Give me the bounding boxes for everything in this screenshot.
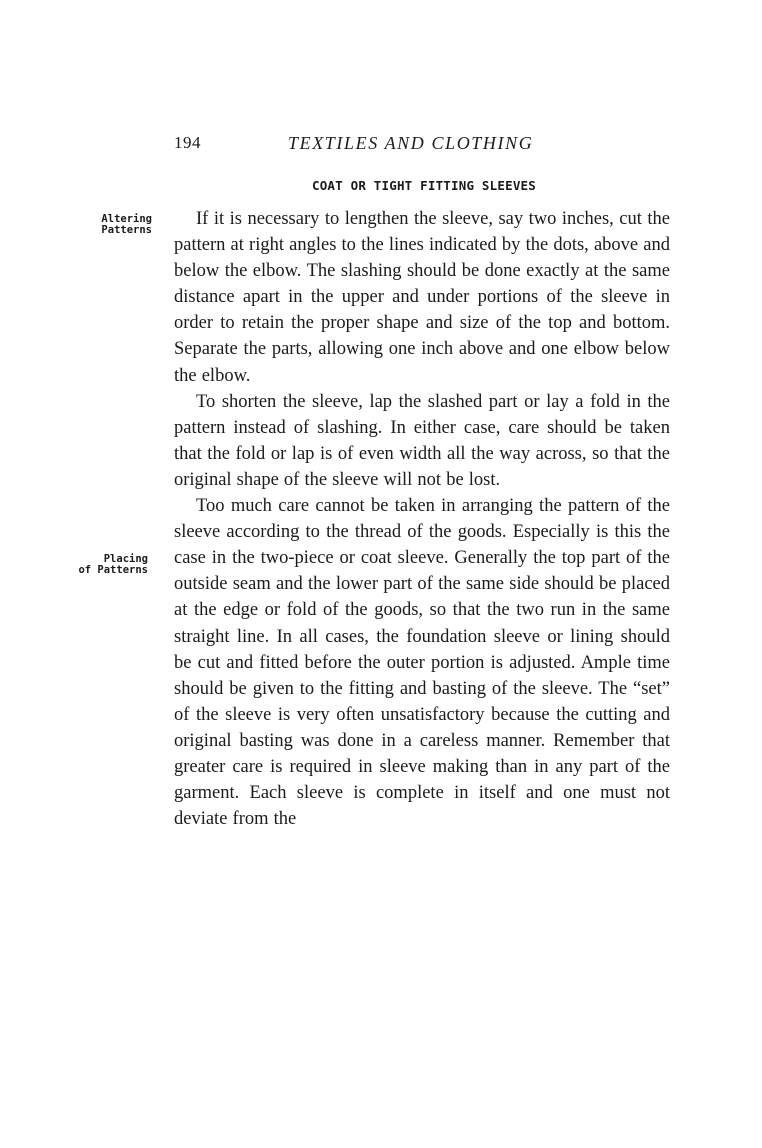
margin-note-line: of Patterns — [78, 564, 148, 576]
paragraph-placing-pattern: Too much care cannot be taken in arranging the pattern of the sleeve according to the thread of the goods. Especially is this the case in the two-piece or coat sleeve. Generally the top part of the outside seam and the lower part of the same side should be placed at the edge or fold of the goods, so that the two run in the same straight line. In all cases, the foundation sleeve or lining should be cut and fitted before the outer portion is adjusted. Ample time should be given to the fitting and basting of the sleeve. The “set” of the sleeve is very often unsatisfactory because the cutting and original basting was done in a careless manner. Remember that greater care is required in sleeve making than in any part of the garment. Each sleeve is complete in itself and one must not deviate from the — [174, 496, 670, 830]
margin-note-line: Patterns — [101, 224, 152, 236]
page-header — [174, 133, 670, 157]
page-number: 194 — [174, 133, 201, 152]
paragraph-lengthen-sleeve: If it is necessary to lengthen the sleeve, say two inches, cut the pattern at right angles to the lines indicated by the dots, above and below the elbow. The slashing should be done exactly at the same distance apart in the upper and under portions of the sleeve in order to retain the proper shape and size of the top and bottom. Separate the parts, allowing one inch above and one elbow below the elbow. — [174, 209, 670, 386]
paragraph-shorten-sleeve: To shorten the sleeve, lap the slashed part or lay a fold in the pattern instead of slashing. In either case, care should be taken that the fold or lap is of even width all the way across, so that the original shape of the sleeve will not be lost. — [174, 391, 670, 490]
running-title: TEXTILES AND CLOTHING — [288, 133, 534, 153]
section-heading: COAT OR TIGHT FITTING SLEEVES — [311, 178, 537, 193]
margin-note-line: Altering — [101, 213, 152, 225]
margin-note-line: Placing — [103, 553, 148, 565]
body-text — [174, 206, 670, 832]
margin-note-altering-patterns — [52, 214, 152, 236]
margin-note-placing-patterns — [48, 554, 148, 576]
